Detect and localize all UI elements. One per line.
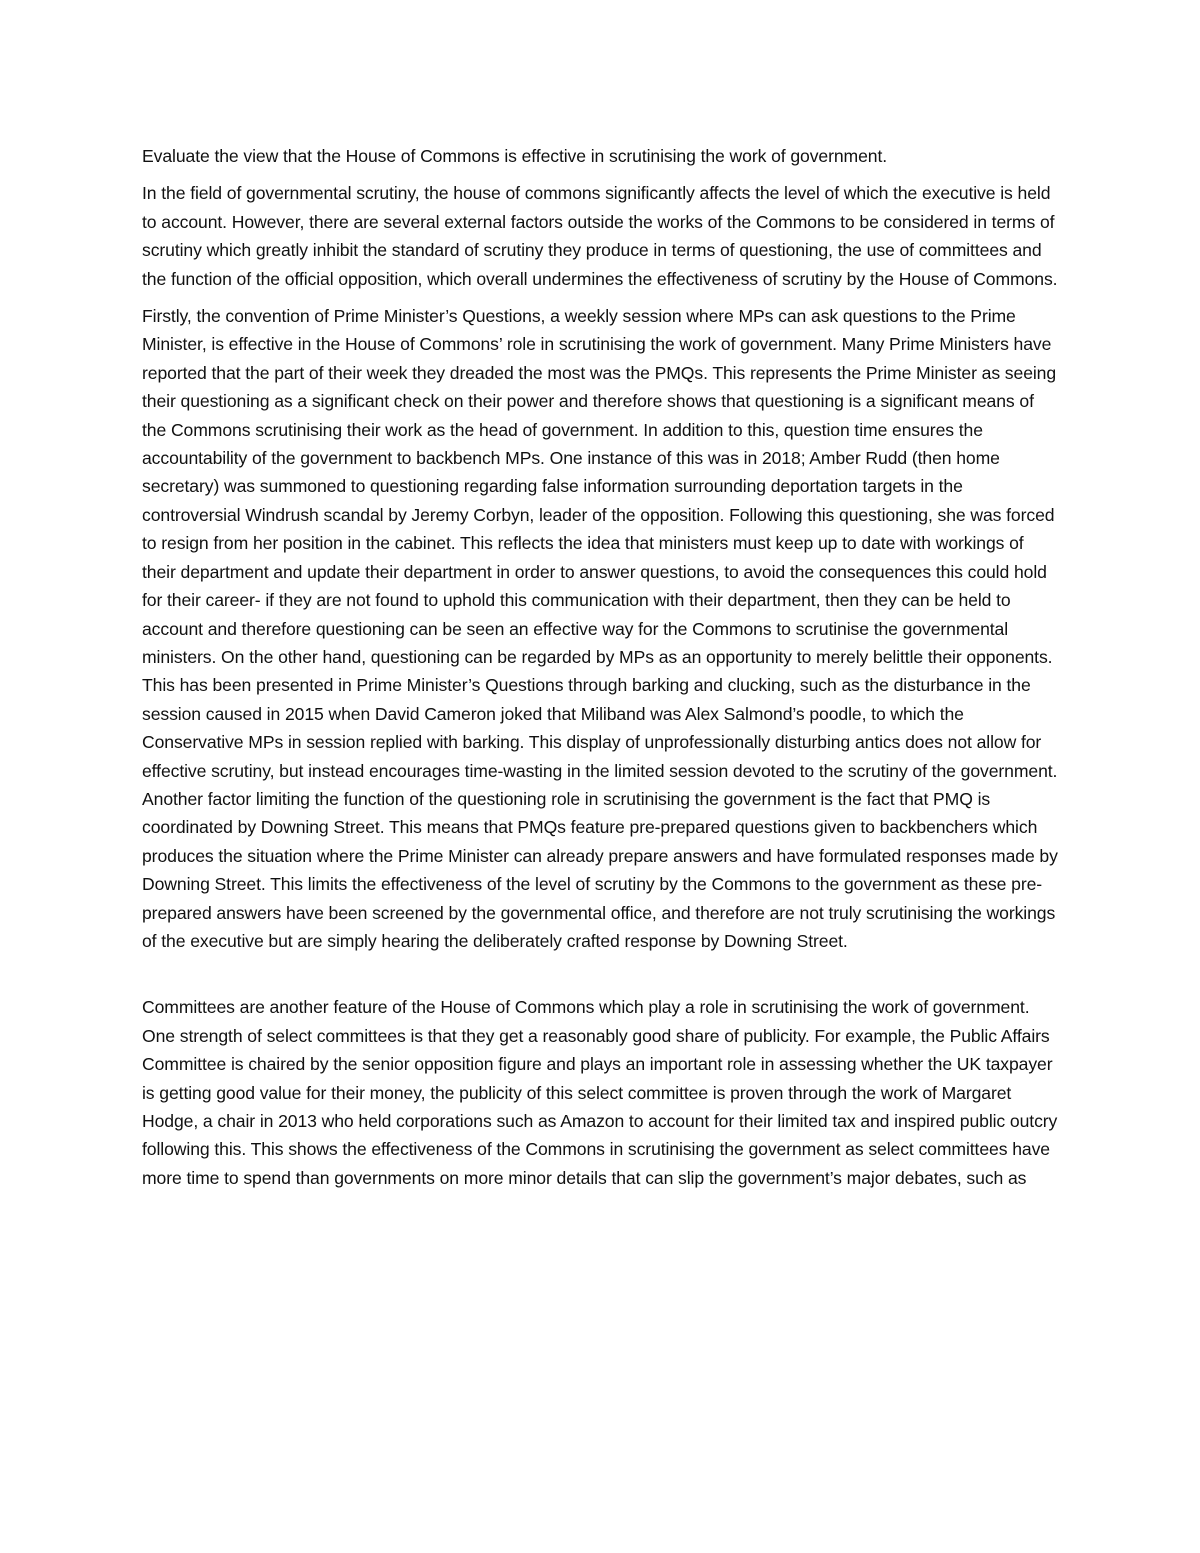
paragraph-committees: Committees are another feature of the House of Commons which play a role in scrutinising the work of government. One strength of select committees is that they get a reasonably good share of publicity. For example, the Public Affairs Committee is chaired by the senior opposition figure and plays an important role in assessing whether the UK taxpayer is getting good value for their money, the publicity of this select committee is proven through the work of Margaret Hodge, a chair in 2013 who held corporations such as Amazon to account for their limited tax and inspired public outcry following this. This shows the effectiveness of the Commons in scrutinising the government as select committees have more time to spend than governments on more minor details that can slip the government’s major debates, such as bbox=[142, 997, 1058, 1188]
essay-question: Evaluate the view that the House of Commons is effective in scrutinising the work of government. bbox=[142, 146, 888, 166]
document-body bbox=[142, 142, 1062, 1201]
paragraph-introduction: In the field of governmental scrutiny, the house of commons significantly affects the level of which the executive is held to account. However, there are several external factors outside the works of the Commons to be considered in terms of scrutiny which greatly inhibit the standard of scrutiny they produce in terms of questioning, the use of committees and the function of the official opposition, which overall undermines the effectiveness of scrutiny by the House of Commons. bbox=[142, 183, 1058, 289]
paragraph-questioning: Firstly, the convention of Prime Minister’s Questions, a weekly session where MPs can ask questions to the Prime Minister, is effective in the House of Commons’ role in scrutinising the work of government. Many Prime Ministers have reported that the part of their week they dreaded the most was the PMQs. This represents the Prime Minister as seeing their questioning as a significant check on their power and therefore shows that questioning is a significant means of the Commons scrutinising their work as the head of government. In addition to this, question time ensures the accountability of the government to backbench MPs. One instance of this was in 2018; Amber Rudd (then home secretary) was summoned to questioning regarding false information surrounding deportation targets in the controversial Windrush scandal by Jeremy Corbyn, leader of the opposition. Following this questioning, she was forced to resign from her position in the cabinet. This reflects the idea that ministers must keep up to date with workings of their department and update their department in order to answer questions, to avoid the consequences this could hold for their career- if they are not found to uphold this communication with their department, then they can be held to account and therefore questioning can be seen an effective way for the Commons to scrutinise the governmental ministers. On the other hand, questioning can be regarded by MPs as an opportunity to merely belittle their opponents. This has been presented in Prime Minister’s Questions through barking and clucking, such as the disturbance in the session caused in 2015 when David Cameron joked that Miliband was Alex Salmond’s poodle, to which the Conservative MPs in session replied with barking. This display of unprofessionally disturbing antics does not allow for effective scrutiny, but instead encourages time-wasting in the limited session devoted to the scrutiny of the government. Another factor limiting the function of the questioning role in scrutinising the government is the fact that PMQ is coordinated by Downing Street. This means that PMQs feature pre-prepared questions given to backbenchers which produces the situation where the Prime Minister can already prepare answers and have formulated responses made by Downing Street. This limits the effectiveness of the level of scrutiny by the Commons to the government as these pre-prepared answers have been screened by the governmental office, and therefore are not truly scrutinising the workings of the executive but are simply hearing the deliberately crafted response by Downing Street. bbox=[142, 306, 1058, 951]
